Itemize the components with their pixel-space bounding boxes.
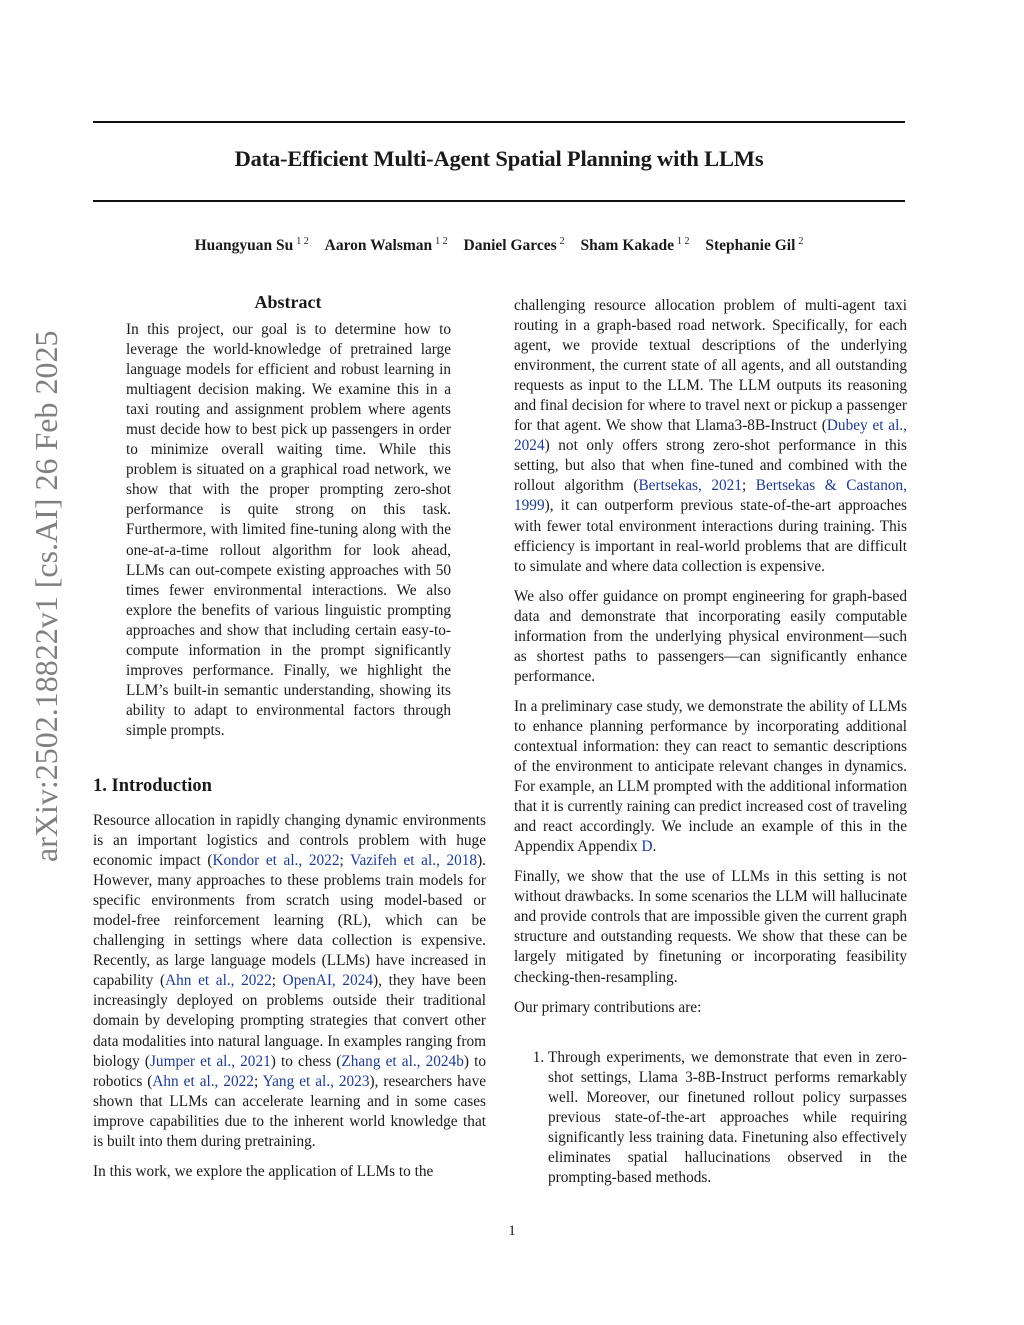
author-list: [93, 236, 905, 255]
appendix-link[interactable]: D: [641, 838, 653, 856]
author: Daniel Garces $^2$: [463, 236, 565, 255]
body-paragraph: In a preliminary case study, we demonstrate the ability of LLMs to enhance planning performance by incorporating additional contextual information: they can react to semantic descriptions of the environment to anticipate relevant changes in dynamics. For example, an LLM prompted with the additional information that it is currently raining can predict increased cost of traveling and react accordingly. We include an example of this in the Appendix Appendix D.: [514, 697, 907, 856]
author: Aaron Walsman $^{1 2}$: [324, 236, 448, 255]
left-column: [93, 811, 486, 1182]
citation-link[interactable]: Bertsekas, 2021: [638, 477, 742, 495]
citation-link[interactable]: Zhang et al., 2024b: [341, 1052, 464, 1070]
citation-link[interactable]: Kondor et al., 2022: [212, 852, 340, 870]
abstract-heading: Abstract: [254, 292, 322, 312]
abstract-body: [126, 320, 451, 741]
abstract-text: In this project, our goal is to determine how to leverage the world-knowledge of pretrained large language models for efficient and robust learning in multiagent decision making. We examine this in a taxi routing and assignment problem where agents must decide how to best pick up passengers in order to minimize overall waiting time. While this problem is situated on a graphical road network, we show that with the proper prompting zero-shot performance is quite strong on this task. Furthermore, with limited fine-tuning along with the one-at-a-time rollout algorithm for look ahead, LLMs can out-compete existing approaches with 50 times fewer environmental interactions. We also explore the benefits of various linguistic prompting approaches and show that including certain easy-to-compute information in the prompt significantly improves performance. Finally, we highlight the LLM’s built-in semantic understanding, showing its ability to adapt to environmental factors through simple prompts.: [126, 321, 451, 739]
body-paragraph: We also offer guidance on prompt engineering for graph-based data and demonstrate that incorporating easily computable information from the underlying physical environment—such as shortest paths to passengers—can significantly enhance performance.: [514, 587, 907, 685]
citation-link[interactable]: Dubey et al., 2024: [514, 417, 907, 455]
intro-paragraph: In this work, we explore the application of LLMs to the: [93, 1162, 434, 1180]
body-paragraph: challenging resource allocation problem of multi-agent taxi routing in a graph-based road network. Specifically, for each agent, we provide textual descriptions of the underlying environment, the current state of all agents, and all outstanding requests as input to the LLM. The LLM outputs its reasoning and final decision for where to travel next or pickup a passenger for that agent. We show that Llama3-8B-Instruct (Dubey et al., 2024) not only offers strong zero-shot performance in this setting, but also that when fine-tuned and combined with the rollout algorithm (Bertsekas, 2021; Bertsekas & Castanon, 1999), it can outperform previous state-of-the-art approaches with fewer total environment interactions during training. This efficiency is important in real-world problems that are difficult to simulate and where data collection is expensive.: [514, 297, 907, 575]
author: Huangyuan Su $^{1 2}$: [194, 236, 309, 255]
citation-link[interactable]: Yang et al., 2023: [262, 1072, 370, 1090]
citation-link[interactable]: Vazifeh et al., 2018: [350, 852, 478, 870]
page-number: 1: [508, 1223, 516, 1239]
citation-link[interactable]: OpenAI, 2024: [282, 972, 374, 990]
author: Stephanie Gil $^2$: [705, 236, 804, 255]
arxiv-identifier: arXiv:2502.18822v1 [cs.AI] 26 Feb 2025: [28, 330, 64, 862]
citation-link[interactable]: Jumper et al., 2021: [149, 1052, 271, 1070]
contributions-list: [514, 1048, 907, 1188]
citation-link[interactable]: Ahn et al., 2022: [152, 1072, 254, 1090]
author: Sham Kakade $^{1 2}$: [580, 236, 690, 255]
title-bottom-rule: [93, 200, 905, 202]
top-rule: [93, 121, 905, 123]
citation-link[interactable]: Bertsekas & Castanon, 1999: [514, 477, 907, 515]
body-paragraph: Our primary contributions are:: [514, 998, 702, 1016]
introduction-heading: 1. Introduction: [93, 776, 212, 796]
intro-paragraph: Resource allocation in rapidly changing dynamic environments is an important logistics and controls problem with huge economic impact (Kondor et al., 2022; Vazifeh et al., 2018). However, many approaches to these problems train models for specific environments from scratch using model-based or model-free reinforcement learning (RL), which can be challenging in settings where data collection is expensive. Recently, as large language models (LLMs) have increased in capability (Ahn et al., 2022; OpenAI, 2024), they have been increasingly deployed on problems outside their traditional domain by developing prompting strategies that convert other data modalities into natural language. In examples ranging from biology (Jumper et al., 2021) to chess (Zhang et al., 2024b) to robotics (Ahn et al., 2022; Yang et al., 2023), researchers have shown that LLMs can accelerate learning and in some cases improve capabilities due to the inherent world knowledge that is built into them during pretraining.: [93, 812, 487, 1150]
body-paragraph: Finally, we show that the use of LLMs in this setting is not without drawbacks. In some scenarios the LLM will hallucinate and provide controls that are impossible given the current graph structure and outstanding requests. We show that these can be largely mitigated by finetuning or incorporating feasibility checking-then-resampling.: [514, 868, 907, 986]
citation-link[interactable]: Ahn et al., 2022: [165, 972, 272, 990]
right-column: [514, 296, 907, 1188]
paper-title: Data-Efficient Multi-Agent Spatial Planning with LLMs: [234, 146, 764, 171]
list-item: 1. Through experiments, we demonstrate that even in zero-shot settings, Llama 3-8B-Instruct performs remarkably well. Moreover, our finetuned rollout policy surpasses previous state-of-the-art approaches while requiring significantly less training data. Finetuning also effectively eliminates spatial hallucinations observed in the prompting-based methods.: [548, 1048, 907, 1188]
